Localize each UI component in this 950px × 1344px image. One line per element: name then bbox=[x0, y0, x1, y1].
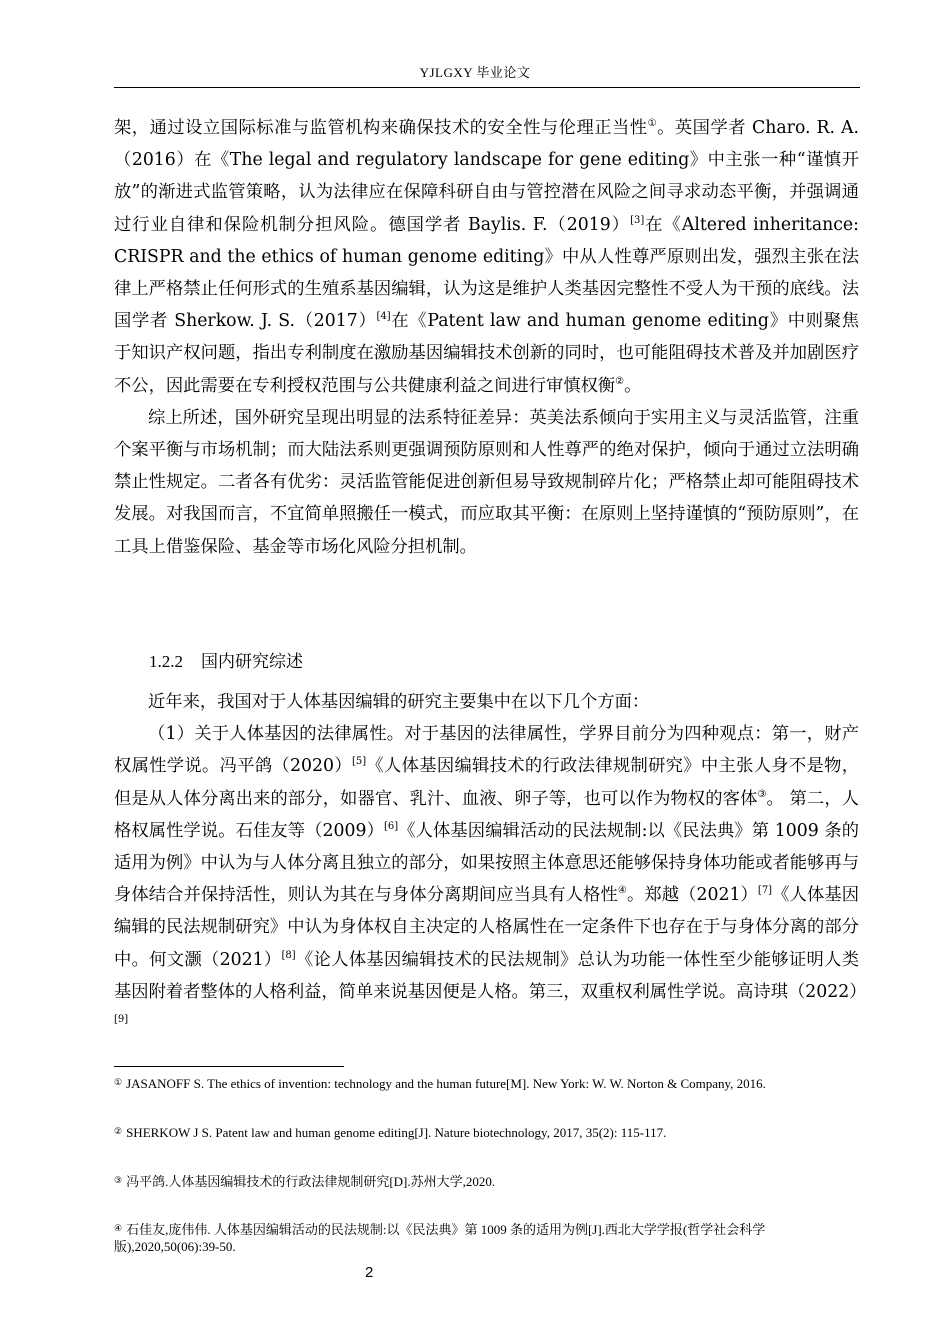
body-text-block-1 bbox=[114, 112, 859, 563]
footnote-separator bbox=[114, 1066, 344, 1067]
footnote-text: SHERKOW J S. Patent law and human genome editing[J]. Nature biotechnology, 2017, 35(2): 115-117. bbox=[126, 1125, 667, 1140]
text-run: 《人体基因编辑活动的民法规制:以《民法典》第 1009 条的适用为例》中认为与人体分离且独立的部分，如果按照主体意思还能够保持身体功能或者能够再与身体结合并保持活性，则认为其在与身体分离期间应当具有人格性 bbox=[114, 820, 859, 906]
paragraph bbox=[114, 112, 859, 402]
text-run: 《人体基因编辑的民法规制研究》中认为身体权自主决定的人格属性在一定条件下也存在于与身体分离的部分中。何文灏（2021） bbox=[114, 885, 859, 970]
paragraph bbox=[114, 686, 859, 718]
citation-ref[interactable]: [5] bbox=[351, 756, 367, 768]
text-run: 。 bbox=[624, 375, 642, 396]
section-number: 1.2.2 bbox=[149, 652, 183, 671]
footnote-text: 石佳友,庞伟伟. 人体基因编辑活动的民法规制:以《民法典》第 1009 条的适用为例[J].西北大学学报(哲学社会科学版),2020,50(06):39-50. bbox=[114, 1222, 766, 1254]
citation-ref[interactable]: [4] bbox=[376, 311, 391, 323]
citation-ref[interactable]: [9] bbox=[114, 1014, 129, 1026]
section-title: 国内研究综述 bbox=[201, 652, 303, 672]
paragraph bbox=[114, 718, 867, 1040]
footnote bbox=[114, 1123, 859, 1141]
text-run: 近年来，我国对于人体基因编辑的研究主要集中在以下几个方面： bbox=[148, 692, 650, 712]
footnote bbox=[114, 1074, 859, 1092]
citation-ref[interactable]: [3] bbox=[630, 214, 645, 226]
footnote-ref[interactable]: ③ bbox=[757, 788, 767, 800]
footnote-mark: ② bbox=[114, 1126, 123, 1136]
body-text-block-2 bbox=[114, 686, 867, 1040]
text-run: 架，通过设立国际标准与监管机构来确保技术的安全性与伦理正当性 bbox=[114, 118, 648, 138]
text-run: 。郑越（2021） bbox=[626, 885, 758, 906]
text-run: 在《Altered inheritance: CRISPR and the ethics of human genome editing》中从人性尊严原则出发，强烈主张在法律上严格禁止任何形式的生殖系基因编辑，认为这是维护人类基因完整性不受人为干预的底线。法国学者 Sherkow. J. S.（2017） bbox=[114, 214, 859, 332]
paragraph bbox=[114, 402, 859, 563]
footnote-text: 冯平鸽.人体基因编辑技术的行政法律规制研究[D].苏州大学,2020. bbox=[126, 1174, 496, 1189]
text-run: 《人体基因编辑技术的行政法律规制研究》中主张人身不是物，但是从人体分离出来的部分，如器官、乳汁、血液、卵子等，也可以作为物权的客体 bbox=[114, 756, 859, 809]
header-rule bbox=[114, 87, 860, 88]
text-run: 。英国学者 Charo. R. A.（2016）在《The legal and regulatory landscape for gene editing》中主张一种“谨慎开放”的渐进式监管策略，认为法律应在保障科研自由与管控潜在风险之间寻求动态平衡，并强调通过行业自律和保险机制分担风险。德国学者 Baylis. F.（2019） bbox=[114, 118, 860, 235]
footnote bbox=[114, 1220, 859, 1255]
citation-ref[interactable]: [8] bbox=[281, 949, 296, 961]
text-run: 。 第二，人格权属性学说。石佳友等（2009） bbox=[114, 788, 859, 841]
footnote-mark: ④ bbox=[114, 1223, 123, 1233]
footnote-ref[interactable]: ① bbox=[647, 118, 658, 129]
footnote bbox=[114, 1172, 859, 1190]
citation-ref[interactable]: [7] bbox=[757, 885, 773, 897]
page-number: 2 bbox=[365, 1264, 374, 1281]
footnote-ref[interactable]: ④ bbox=[617, 885, 627, 897]
text-run: （1）关于人体基因的法律属性。对于基因的法律属性，学界目前分为四种观点：第一，财产权属性学说。冯平鸽（2020） bbox=[114, 724, 859, 777]
running-header: YJLGXY 毕业论文 bbox=[419, 65, 531, 80]
text-run: 《论人体基因编辑技术的民法规制》总认为功能一体性至少能够证明人类基因附着者整体的人格利益，简单来说基因便是人格。第三，双重权利属性学说。高诗琪（2022） bbox=[114, 949, 867, 1002]
footnote-ref[interactable]: ② bbox=[615, 375, 625, 387]
section-heading bbox=[149, 648, 303, 676]
footnote-text: JASANOFF S. The ethics of invention: technology and the human future[M]. New York: W. W. Norton & Company, 2016. bbox=[126, 1076, 766, 1091]
text-run: 综上所述，国外研究呈现出明显的法系特征差异：英美法系倾向于实用主义与灵活监管，注重个案平衡与市场机制；而大陆法系则更强调预防原则和人性尊严的绝对保护，倾向于通过立法明确禁止性规定。二者各有优劣：灵活监管能促进创新但易导致规制碎片化；严格禁止却可能阻碍技术发展。对我国而言，不宜简单照搬任一模式，而应取其平衡：在原则上坚持谨慎的“预防原则”，在工具上借鉴保险、基金等市场化风险分担机制。 bbox=[114, 407, 859, 557]
footnote-mark: ① bbox=[114, 1077, 123, 1087]
text-run: 在《Patent law and human genome editing》中则聚焦于知识产权问题，指出专利制度在激励基因编辑技术创新的同时，也可能阻碍技术普及并加剧医疗不公，因此需要在专利授权范围与公共健康利益之间进行审慎权衡 bbox=[114, 311, 859, 396]
citation-ref[interactable]: [6] bbox=[384, 820, 399, 832]
footnote-mark: ③ bbox=[114, 1175, 123, 1185]
